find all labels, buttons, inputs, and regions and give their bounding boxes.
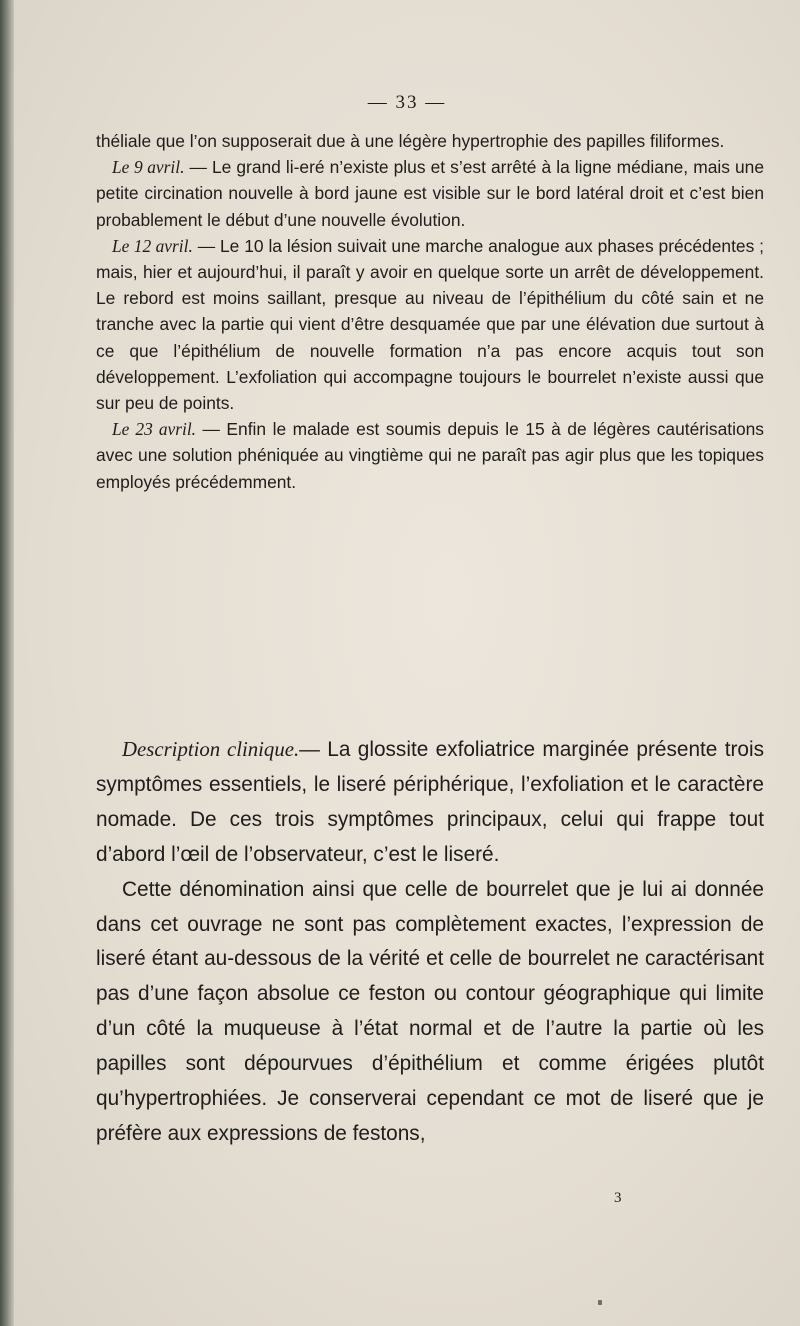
paragraph-text: Cette dénomination ainsi que celle de bourrelet que je lui ai donnée dans cet ouvrage ne sont pas complètement exactes, l’expression de liseré étant au-dessous de la vérité et celle de bourrelet ne caractérisant pas d’une façon absolue ce feston ou contour géographique qui limite d’un côté la muqueuse à l’état normal et de l’autre la partie où les papilles sont dépourvues d’épithélium et comme érigées plutôt qu’hypertrophiées. Je conserverai cependant ce mot de liseré que je préfère aux expressions de festons, bbox=[96, 877, 764, 1145]
observation-notes bbox=[96, 128, 764, 495]
clinical-description bbox=[96, 733, 764, 1152]
entry-april-23 bbox=[96, 416, 764, 495]
paragraph-text: — La glossite exfoliatrice marginée présente trois symptômes essentiels, le liseré périphérique, l’exfoliation et le caractère nomade. De ces trois symptômes principaux, celui qui frappe tout d’abord l’œil de l’observateur, c’est le liseré. bbox=[96, 738, 764, 866]
entry-april-9 bbox=[96, 154, 764, 233]
paper-speck bbox=[598, 1300, 602, 1305]
entry-april-12 bbox=[96, 233, 764, 416]
page-number: — 33 — bbox=[367, 92, 447, 113]
page-edge-shadow bbox=[0, 0, 14, 1326]
paragraph-denomination bbox=[96, 873, 764, 1152]
entry-text: — Le 10 la lésion suivait une marche analogue aux phases précédentes ; mais, hier et aujourd’hui, il paraît y avoir en quelque sorte un arrêt de développement. Le rebord est moins saillant, presque au niveau de l’épithélium du côté sain et ne tranche avec la partie qui vient d’être desquamée que par une élévation due surtout à ce que l’épithélium de nouvelle formation n’a pas encore acquis tout son développement. L’exfoliation qui accompagne toujours le bourrelet n’existe aussi que sur peu de points. bbox=[96, 235, 764, 414]
paragraph-text: théliale que l’on supposerait due à une légère hypertrophie des papilles filiformes. bbox=[96, 131, 725, 151]
entry-text: — Enfin le malade est soumis depuis le 15 à de légères cautérisations avec une solution phéniquée au vingtième qui ne paraît pas agir plus que les topiques employés précédemment. bbox=[96, 419, 764, 492]
signature-mark: 3 bbox=[614, 1190, 622, 1206]
paragraph-description-clinique bbox=[96, 733, 764, 873]
entry-date: Le 9 avril. bbox=[112, 157, 185, 178]
paragraph-continuation bbox=[96, 128, 764, 154]
book-page bbox=[14, 0, 800, 1326]
entry-date: Le 23 avril. bbox=[112, 419, 197, 440]
entry-text: — Le grand li-eré n’existe plus et s’est arrêté à la ligne médiane, mais une petite circination nouvelle à bord jaune est visible sur le bord latéral droit et c’est bien probablement le début d’une nouvelle évolution. bbox=[96, 157, 764, 230]
entry-date: Le 12 avril. bbox=[112, 235, 193, 256]
section-heading: Description clinique. bbox=[122, 738, 300, 761]
